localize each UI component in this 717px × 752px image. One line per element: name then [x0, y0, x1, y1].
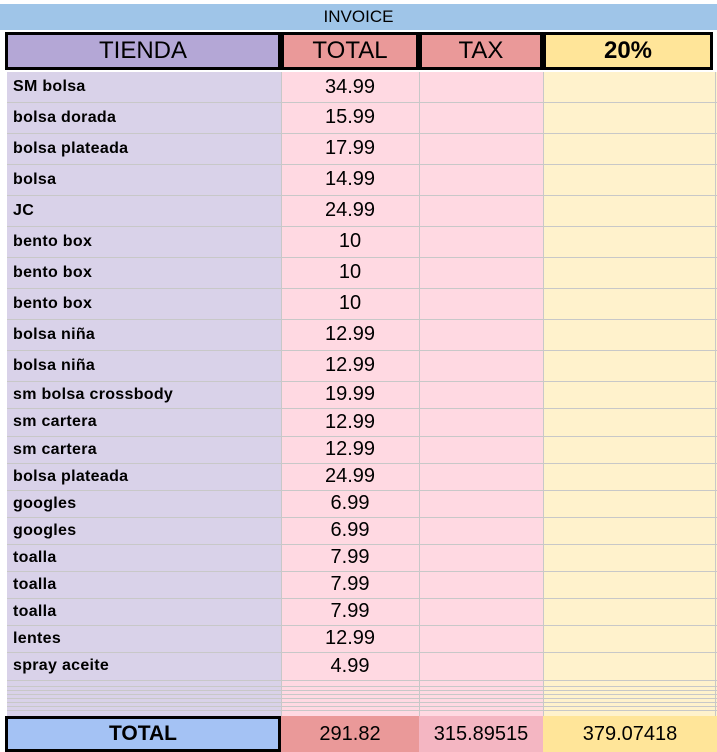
item-name-cell[interactable]: bolsa plateada: [13, 139, 129, 157]
table-row: [7, 625, 717, 652]
header-total[interactable]: [281, 32, 419, 70]
item-total-cell[interactable]: 34.99: [324, 75, 376, 98]
item-total-cell[interactable]: 12.99: [324, 627, 376, 649]
item-total-cell[interactable]: 7.99: [330, 546, 370, 568]
header-tax-label: TAX: [458, 37, 504, 64]
header-tax[interactable]: [419, 32, 543, 70]
invoice-title: INVOICE: [323, 7, 394, 26]
row-divider: [7, 702, 717, 703]
item-total-cell[interactable]: 24.99: [324, 465, 376, 487]
item-name-cell[interactable]: toalla: [13, 548, 57, 566]
row-divider: [7, 694, 717, 695]
item-total-cell[interactable]: 24.99: [324, 199, 376, 221]
footer-tax-value: 315.89515: [433, 722, 529, 745]
item-total-cell[interactable]: 10: [338, 230, 362, 252]
item-name-cell[interactable]: toalla: [13, 602, 57, 620]
header-total-label: TOTAL: [312, 37, 388, 64]
table-row: [7, 571, 717, 598]
table-row: [7, 319, 717, 350]
item-total-cell[interactable]: 10: [338, 261, 362, 283]
title-cell[interactable]: [0, 4, 717, 30]
row-divider: [7, 686, 717, 687]
item-name-cell[interactable]: toalla: [13, 575, 57, 593]
table-row: [7, 226, 717, 257]
footer-total-label-cell[interactable]: [5, 716, 281, 752]
header-tienda-label: TIENDA: [98, 37, 187, 64]
table-row: [7, 195, 717, 226]
table-row: [7, 381, 717, 408]
item-name-cell[interactable]: googles: [13, 521, 77, 539]
table-row: [7, 463, 717, 490]
item-total-cell[interactable]: 6.99: [330, 519, 370, 541]
item-total-cell[interactable]: 7.99: [330, 573, 370, 595]
item-name-cell[interactable]: bento box: [13, 263, 93, 281]
footer-total-label: TOTAL: [108, 722, 178, 745]
footer-pct-value-cell[interactable]: [543, 716, 717, 752]
item-total-cell[interactable]: 12.99: [324, 354, 376, 376]
header-pct[interactable]: [543, 32, 713, 70]
footer-total-value-cell[interactable]: [281, 716, 419, 752]
row-divider: [7, 706, 717, 707]
item-name-cell[interactable]: sm bolsa crossbody: [13, 385, 174, 403]
row-divider: [7, 690, 717, 691]
item-total-cell[interactable]: 14.99: [324, 168, 376, 190]
item-total-cell[interactable]: 15.99: [324, 106, 376, 128]
item-name-cell[interactable]: sm cartera: [13, 413, 97, 430]
table-row: [7, 102, 717, 133]
item-total-cell[interactable]: 4.99: [330, 654, 370, 677]
row-divider: [7, 710, 717, 711]
item-total-cell[interactable]: 17.99: [324, 137, 376, 159]
item-name-cell[interactable]: bolsa niña: [13, 325, 96, 343]
table-row: [7, 490, 717, 517]
table-row: [7, 652, 717, 680]
table-row: [7, 436, 717, 463]
item-name-cell[interactable]: bolsa: [13, 170, 57, 188]
footer-pct-value: 379.07418: [582, 722, 678, 745]
item-name-cell[interactable]: bolsa niña: [13, 356, 96, 374]
item-name-cell[interactable]: bento box: [13, 232, 93, 250]
table-row: [7, 72, 717, 102]
table-row: [7, 133, 717, 164]
table-row: [7, 408, 717, 436]
header-pct-label: 20%: [603, 37, 653, 64]
item-name-cell[interactable]: bolsa dorada: [13, 108, 117, 126]
footer-total-value: 291.82: [319, 722, 381, 745]
item-total-cell[interactable]: 12.99: [324, 323, 376, 345]
footer-tax-value-cell[interactable]: [419, 716, 543, 752]
item-total-cell[interactable]: 12.99: [324, 410, 376, 433]
item-total-cell[interactable]: 7.99: [330, 600, 370, 622]
item-name-cell[interactable]: googles: [13, 494, 77, 512]
table-row: [7, 288, 717, 319]
table-row: [7, 164, 717, 195]
row-divider: [7, 680, 717, 681]
header-tienda[interactable]: [5, 32, 281, 70]
table-row: [7, 598, 717, 625]
table-row: [7, 257, 717, 288]
item-total-cell[interactable]: 6.99: [330, 492, 370, 514]
item-name-cell[interactable]: bolsa plateada: [13, 467, 129, 485]
table-row: [7, 517, 717, 544]
item-name-cell[interactable]: spray aceite: [13, 657, 110, 674]
row-divider: [7, 698, 717, 699]
item-name-cell[interactable]: JC: [13, 201, 35, 219]
item-name-cell[interactable]: sm cartera: [13, 440, 97, 458]
item-total-cell[interactable]: 12.99: [324, 438, 376, 460]
item-total-cell[interactable]: 19.99: [324, 383, 376, 405]
item-total-cell[interactable]: 10: [338, 292, 362, 314]
table-row: [7, 350, 717, 381]
table-row: [7, 544, 717, 571]
item-name-cell[interactable]: SM bolsa: [13, 78, 86, 95]
item-name-cell[interactable]: lentes: [13, 629, 62, 647]
item-name-cell[interactable]: bento box: [13, 294, 93, 312]
